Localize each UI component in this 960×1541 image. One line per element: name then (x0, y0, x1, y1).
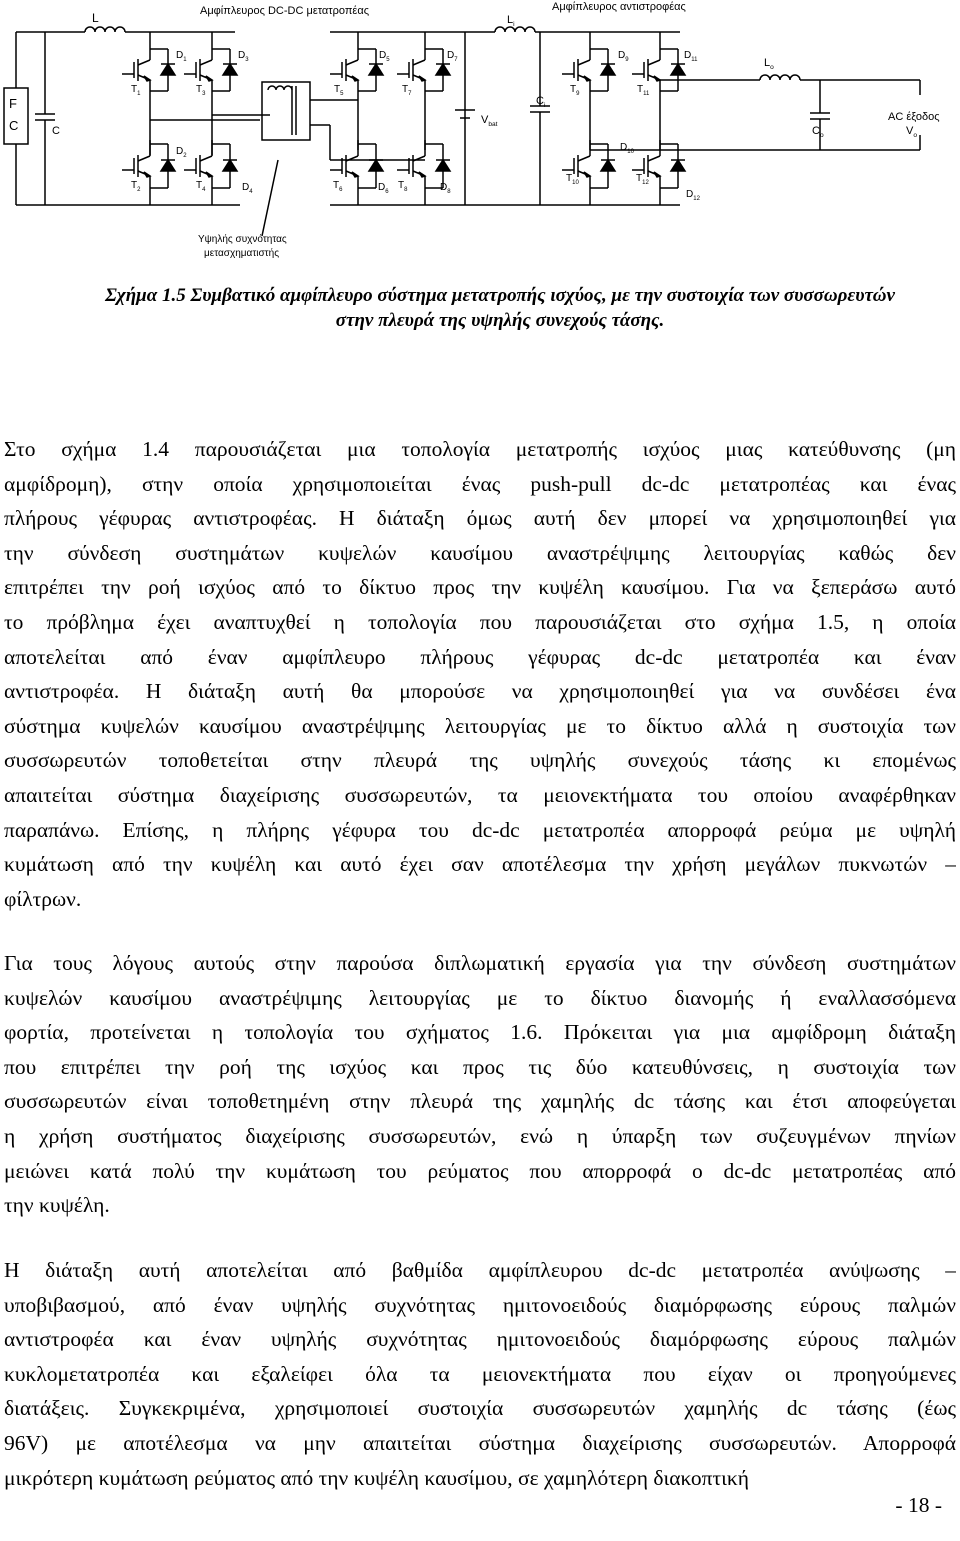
label-d9: $D_9$ (618, 50, 629, 63)
paragraph1-line-10: συσσωρευτών τοποθετείται στην πλευρά της υψηλής συνεχούς τάσης κι επομένως (4, 748, 956, 773)
paragraph1-line-14: φίλτρων. (4, 886, 82, 911)
label-vbat: $V_{bat}$ (481, 114, 498, 128)
inductor-li (495, 27, 535, 32)
page-number: - 18 - (895, 1493, 942, 1517)
label-t4: $T_4$ (196, 180, 206, 193)
paragraph1-line-6: το πρόβλημα έχει αναπτυχθεί η τοπολογία που παρουσιάζεται στο σχήμα 1.5, η οποία (4, 609, 956, 634)
label-ac-output: AC έξοδος (888, 111, 940, 123)
caption-line-2: στην πλευρά της υψηλής συνεχούς τάσης. (335, 310, 665, 331)
paragraph3-line-3: αντιστροφέα και έναν υψηλής συχνότητας ημιτονοειδούς διαμόρφωσης εύρους παλμών (4, 1327, 956, 1352)
label-lo: $L_o$ (764, 57, 774, 71)
paragraph2-line-3: φορτία, προτείνεται η τοπολογία του σχήματος 1.6. Πρόκειται για μια αμφίδρομη διάταξη (4, 1020, 956, 1045)
circuit-wires (16, 32, 920, 236)
paragraph1-line-3: πλήρους γέφυρας αντιστροφέας. Η διάταξη όμως αυτή δεν μπορεί να χρησιμοποιηθεί για (4, 506, 956, 531)
paragraph-3 (4, 1253, 956, 1495)
label-t6: $T_6$ (333, 180, 343, 193)
paragraph2-line-6: η χρήση συστήματος διαχείρισης συσσωρευτών, ενώ η ύπαρξη των συζευγμένων πηνίων (4, 1123, 956, 1148)
paragraph2-line-2: κυψελών καυσίμου αναστρέψιμης λειτουργίας με το δίκτυο διανομής ή εναλλασσόμενα (4, 985, 956, 1010)
label-t2: $T_2$ (131, 180, 141, 193)
label-t8: $T_8$ (398, 180, 408, 193)
igbt-t3 (184, 45, 237, 95)
paragraph3-line-4: κυκλομετατροπέα και εξαλείφει όλα τα μειονεκτήματα που είχαν οι προηγούμενες (4, 1361, 956, 1386)
paragraph1-line-13: κυμάτωση από την κυψέλη και αυτό έχει σαν αποτέλεσμα την χρήση μεγάλων πυκνωτών – (4, 852, 956, 877)
label-t9: $T_9$ (570, 84, 580, 97)
inductor-l (85, 27, 125, 32)
label-d2: $D_2$ (176, 146, 187, 159)
label-d8: $D_8$ (440, 182, 451, 195)
label-t11: $T_{11}$ (637, 84, 650, 97)
label-dcdc-converter: Αμφίπλευρος DC-DC μετατροπέας (200, 5, 369, 17)
label-co: $C_o$ (812, 125, 824, 139)
label-d1: $D_1$ (176, 50, 187, 63)
paragraph3-line-1: Η διάταξη αυτή αποτελείται από βαθμίδα αμφίπλευρου dc-dc μετατροπέα ανύψωσης – (4, 1258, 956, 1282)
label-fc-f: F (9, 96, 17, 111)
igbt-t2 (122, 140, 175, 192)
transformer-primary (268, 86, 292, 90)
label-ci: $C_i$ (536, 95, 546, 109)
circuit-labels (9, 1, 940, 259)
label-d11: $D_{11}$ (684, 50, 698, 63)
paragraph3-line-6: 96V) με αποτέλεσμα να μην απαιτείται σύστημα διαχείρισης συσσωρευτών. Απορροφά (4, 1430, 956, 1455)
inductor-lo (760, 75, 800, 80)
paragraph1-line-8: αντιστροφέα. Η διάταξη αυτή θα μπορούσε να χρησιμοποιηθεί για να συνδέσει ένα (4, 679, 956, 704)
label-cap-c: C (52, 125, 60, 137)
paragraph2-line-7: μειώνει κατά πολύ την κυμάτωση του ρεύματος που απορροφά ο dc-dc μετατροπέας από (4, 1158, 956, 1183)
label-d12: $D_{12}$ (686, 189, 700, 202)
paragraph1-line-1: Στο σχήμα 1.4 παρουσιάζεται μια τοπολογία μετατροπής ισχύος μιας κατεύθυνσης (μη (4, 437, 956, 461)
label-vo: $V_o$ (906, 125, 918, 139)
igbt-t1 (122, 45, 175, 95)
paragraph3-line-5: διατάξεις. Συγκεκριμένα, χρησιμοποιεί συστοιχία συσσωρευτών χαμηλής dc τάσης (έως (4, 1396, 956, 1421)
label-t12: $T_{12}$ (636, 173, 649, 186)
paragraph1-line-4: την σύνδεση συστημάτων κυψελών καυσίμου αναστρέψιμης λειτουργίας καθώς δεν (4, 540, 956, 565)
paragraph2-line-8: την κυψέλη. (4, 1193, 110, 1218)
label-d7: $D_7$ (447, 50, 458, 63)
label-d5: $D_5$ (379, 50, 390, 63)
paragraph3-line-2: υποβιβασμού, από έναν υψηλής συχνότητας ημιτονοειδούς διαμόρφωσης εύρους παλμών (4, 1292, 956, 1317)
label-transformer-2: μετασχηματιστής (204, 248, 280, 259)
paragraph1-line-9: σύστημα κυψελών καυσίμου αναστρέψιμης λειτουργίας με το δίκτυο αλλά η συστοιχία των (4, 713, 956, 738)
label-inductor-li: $L_i$ (507, 14, 515, 28)
figure-caption (60, 283, 940, 333)
circuit-diagram (0, 0, 960, 280)
label-d4: $D_4$ (242, 182, 253, 195)
label-t10: $T_{10}$ (566, 173, 579, 186)
caption-line-1: Σχήμα 1.5 Συμβατικό αμφίπλευρο σύστημα μετατροπής ισχύος, με την συστοιχία των συσσωρευτών (105, 285, 895, 306)
transformer-pointer (262, 160, 278, 236)
label-fc-c: C (9, 118, 19, 133)
label-t3: $T_3$ (196, 84, 206, 97)
label-t7: $T_7$ (402, 84, 412, 97)
label-d6: $D_6$ (378, 182, 389, 195)
label-t5: $T_5$ (334, 84, 344, 97)
label-d10: $D_{10}$ (620, 142, 634, 155)
paragraph1-line-7: αποτελείται από έναν αμφίπλευρο πλήρους γέφυρας dc-dc μετατροπέα και έναν (4, 644, 956, 669)
paragraph1-line-11: απαιτείται σύστημα διαχείρισης συσσωρευτών, τα μειονεκτήματα του οποίου αναφέρθηκαν (4, 782, 956, 807)
paragraph2-line-1: Για τους λόγους αυτούς στην παρούσα διπλωματική εργασία για την σύνδεση συστημάτων (4, 951, 956, 975)
paragraph-1 (4, 432, 956, 916)
label-inductor-l: L (92, 11, 99, 25)
label-d3: $D_3$ (238, 50, 249, 63)
igbt-t12 (632, 140, 685, 192)
paragraph1-line-12: παραπάνω. Επίσης, η πλήρης γέφυρα του dc-dc μετατροπέα απορροφά ρεύμα με υψηλή (4, 817, 956, 842)
label-t1: $T_1$ (131, 84, 141, 97)
label-inverter: Αμφίπλευρος αντιστροφέας (552, 1, 686, 13)
circuit-parts (4, 27, 830, 192)
paragraph2-line-5: συσσωρευτών είναι τοποθετημένη στην πλευρά της χαμηλής dc τάσης και έτσι αποφεύγεται (4, 1089, 956, 1114)
capacitor-c (35, 114, 55, 120)
paragraph-2 (4, 946, 956, 1223)
igbt-t10 (562, 140, 615, 192)
paragraph1-line-5: επιτρέπει την ροή ισχύος από το δίκτυο προς την κυψέλη καυσίμου. Για να ξεπεράσω αυτό (4, 575, 956, 600)
paragraph3-line-7: μικρότερη κυμάτωση ρεύματος από την κυψέλη καυσίμου, σε χαμηλότερη διακοπτική (4, 1465, 749, 1490)
capacitor-co (810, 113, 830, 119)
igbt-t4 (184, 140, 237, 192)
transformer-frame (262, 82, 310, 140)
paragraph1-line-2: αμφίδρομη), στην οποία χρησιμοποιείται ένας push-pull dc-dc μετατροπέας και ένας (4, 471, 956, 496)
label-transformer-1: Υψηλής συχνότητας (198, 234, 287, 245)
paragraph2-line-4: που επιτρέπει την ροή της ισχύος και προς τις δύο κατευθύνσεις, η συστοιχία των (4, 1054, 956, 1079)
